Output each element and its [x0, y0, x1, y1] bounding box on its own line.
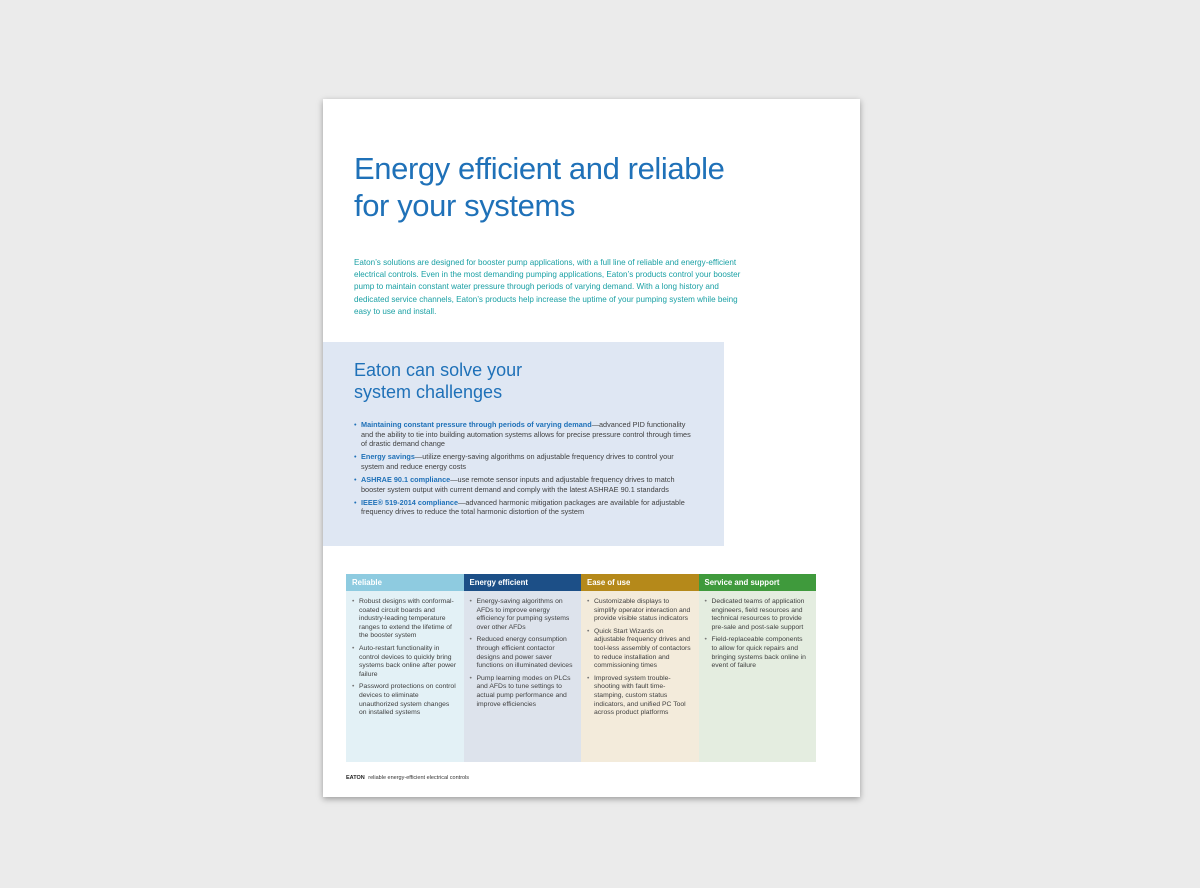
column-header: Energy efficient	[464, 574, 582, 591]
challenge-text: —advanced PID functionality and the ability to tie into building automation systems allows for precise pressure control through times of drastic demand change	[361, 420, 691, 449]
list-item: • Quick Start Wizards on adjustable frequency drives and tool-less assembly of contactors to reduce installation and commissioning times	[587, 628, 693, 671]
column-service-and-support	[699, 574, 817, 762]
challenge-text: —utilize energy-saving algorithms on adjustable frequency drives to control your system and reduce energy costs	[361, 452, 674, 471]
list-item: • Energy-saving algorithms on AFDs to improve energy efficiency for pumping systems over other AFDs	[470, 598, 576, 632]
list-item: • Password protections on control devices to eliminate unauthorized system changes on installed systems	[352, 683, 458, 717]
column-ease-of-use	[581, 574, 699, 762]
intro-paragraph: Eaton’s solutions are designed for booster pump applications, with a full line of reliable and energy-efficient electrical controls. Even in the most demanding pumping applications, Eaton’s products control your booster pump to maintain constant water pressure through periods of varying demand. With a long history and dedicated service channels, Eaton’s products help increase the uptime of your pumping system while being easy to use and install.	[354, 258, 741, 316]
list-item: • Dedicated teams of application engineers, field resources and technical resources to provide pre-sale and post-sale support	[705, 598, 811, 632]
challenge-heading: IEEE® 519-2014 compliance	[361, 497, 459, 507]
column-header: Service and support	[699, 574, 817, 591]
column-body	[346, 591, 464, 762]
list-item: • Pump learning modes on PLCs and AFDs to tune settings to actual pump performance and improve efficiencies	[470, 675, 576, 709]
brochure-page	[323, 99, 860, 797]
list-item: • Reduced energy consumption through efficient contactor designs and power saver functions on illuminated devices	[470, 636, 576, 670]
page-title	[354, 150, 834, 224]
column-body	[464, 591, 582, 762]
benefits-table	[346, 574, 816, 762]
challenges-title	[354, 359, 522, 403]
challenges-title-line-2: system challenges	[354, 382, 503, 402]
challenge-heading: Maintaining constant pressure through periods of varying demand	[361, 420, 592, 429]
column-energy-efficient	[464, 574, 582, 762]
challenges-title-line-1: Eaton can solve your	[354, 360, 523, 380]
challenge-text: —advanced harmonic mitigation packages are available for adjustable frequency drives to reduce the total harmonic distortion of the system	[361, 497, 685, 517]
list-item: • Improved system trouble-shooting with fault time-stamping, custom status indicators, and unified PC Tool across product platforms	[587, 675, 693, 718]
page-title-line-2: for your systems	[354, 188, 575, 223]
column-list	[587, 598, 693, 718]
challenge-list	[354, 420, 694, 520]
list-item: • Robust designs with conformal-coated circuit boards and industry-leading temperature ranges to extend the lifetime of the booster system	[352, 598, 458, 641]
challenge-heading: Energy savings	[361, 452, 415, 462]
footer-text: reliable energy-efficient electrical controls	[368, 775, 470, 781]
column-reliable	[346, 574, 464, 762]
challenge-heading: ASHRAE 90.1 compliance	[361, 474, 451, 484]
column-list	[705, 598, 811, 671]
list-item: • Customizable displays to simplify operator interaction and provide visible status indicators	[587, 598, 693, 624]
challenge-item	[354, 420, 694, 449]
list-item: • Field-replaceable components to allow for quick repairs and bringing systems back online in event of failure	[705, 636, 811, 670]
challenge-item	[354, 452, 694, 471]
column-header: Reliable	[346, 574, 464, 591]
column-header: Ease of use	[581, 574, 699, 591]
page-title-line-1: Energy efficient and reliable	[354, 151, 725, 186]
challenges-panel	[323, 342, 724, 546]
eaton-logo: EATON	[346, 775, 365, 781]
column-body	[699, 591, 817, 762]
challenge-text: —use remote sensor inputs and adjustable frequency drives to match booster system output with current demand and comply with the latest ASHRAE 90.1 standards	[361, 474, 675, 494]
column-list	[352, 598, 458, 718]
challenge-item	[354, 475, 694, 494]
column-list	[470, 598, 576, 709]
column-body	[581, 591, 699, 762]
challenge-item	[354, 498, 694, 517]
list-item: • Auto-restart functionality in control devices to quickly bring systems back online after power failure	[352, 645, 458, 679]
page-footer	[346, 775, 469, 781]
